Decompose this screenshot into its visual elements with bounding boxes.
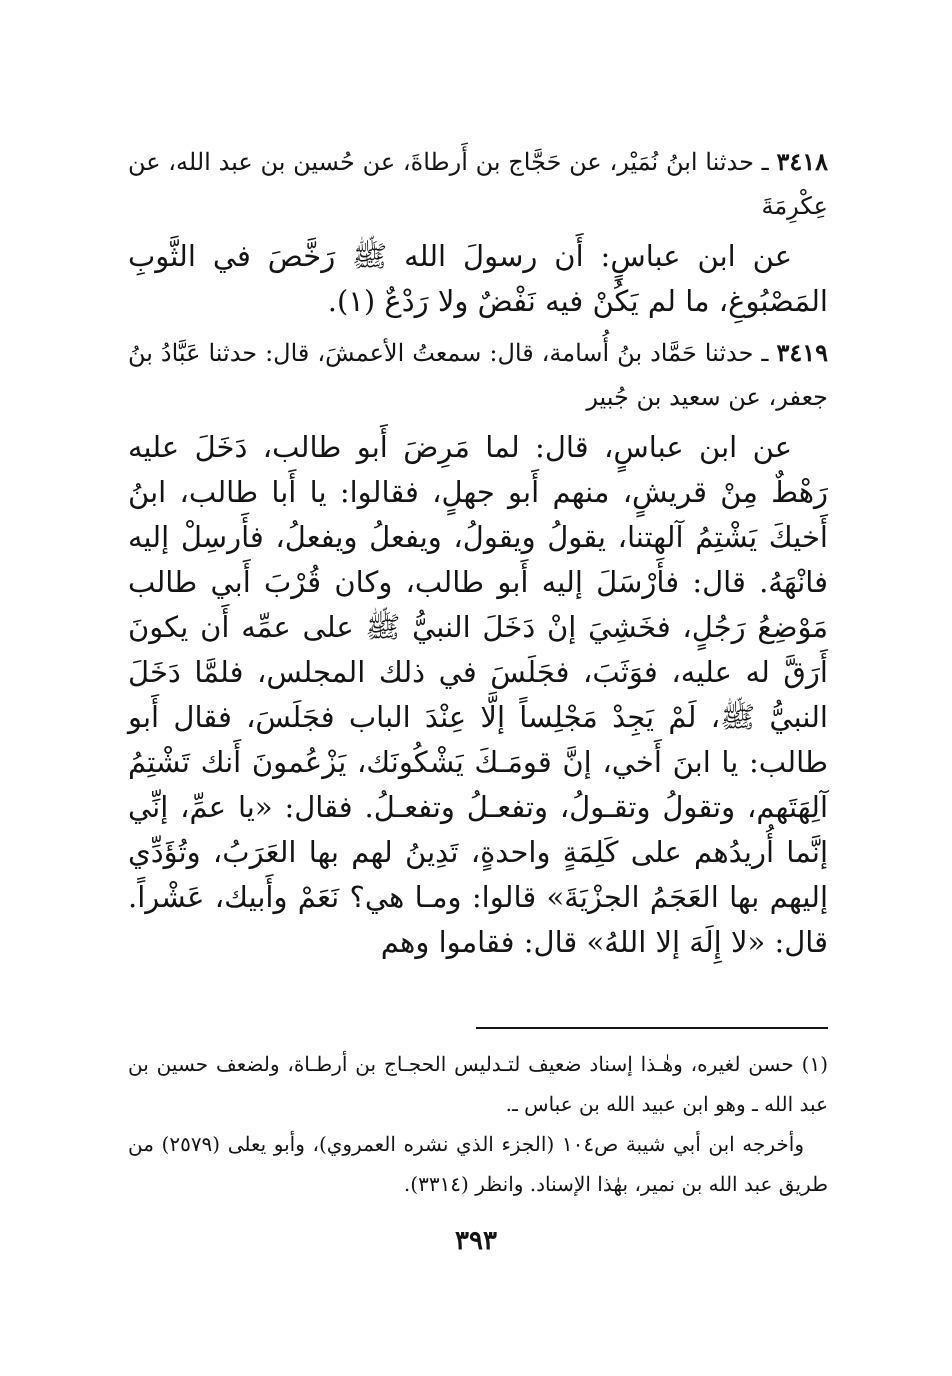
page-number: ٣٩٣ (455, 1226, 497, 1256)
hadith-number: ٣٤١٨ (776, 147, 828, 176)
hadith-3418-text: عن ابن عباسٍ: أَن رسولَ الله ﷺ رَخَّصَ في الثَّوبِ المَصْبُوغِ، ما لم يَكُنْ فيه نَفْضٌ ولا رَدْعٌ (١). (128, 239, 828, 318)
main-text (128, 140, 828, 973)
footnote-1-continued: وأخرجه ابن أبي شيبة ص١٠٤ (الجزء الذي نشره العمروي)، وأبو يعلى (٢٥٧٩) من طريق عبد الله بن نمير، بهٰذا الإسناد. وانظر (٣٣١٤). (128, 1132, 828, 1196)
isnad-text: ـ حدثنا ابنُ نُمَيْر، عن حَجَّاج بن أَرطاةَ، عن حُسين بن عبد الله، عن عِكْرِمَةَ (128, 148, 828, 220)
footnotes (128, 1044, 828, 1204)
hadith-3419-text: عن ابن عباسٍ، قال: لما مَرِضَ أَبو طالب، دَخَلَ عليه رَهْطٌ مِنْ قريشٍ، منهم أَبو جهلٍ، فقالوا: يا أَبا طالب، ابنُ أَخيكَ يَشْتِمُ آلهتنا، يقولُ ويقولُ، ويفعلُ ويفعلُ، فأَرسِلْ إليه فانْهَهُ. قال: فأَرْسَلَ إليه أَبو طالب، وكان قُرْبَ أَبي طالب مَوْضِعُ رَجُلٍ، فخَشِيَ إنْ دَخَلَ النبيُّ ﷺ على عمِّه أَن يكونَ أَرَقَّ له عليه، فوَثَبَ، فجَلَسَ في ذلك المجلس، فلمَّا دَخَلَ النبيُّ ﷺ، لَمْ يَجِدْ مَجْلِساً إلَّا عِنْدَ الباب فجَلَسَ، فقال أَبو طالب: يا ابنَ أَخي، إنَّ قومَـكَ يَشْكُونَك، يَزْعُمونَ أَنك تَشْتِمُ آلِهَتَهم، وتقولُ وتقـولُ، وتفعـلُ وتفعـلُ. فقال: «يا عمِّ، إنِّي إنَّما أُريدُهم على كَلِمَةٍ واحدةٍ، تَدِينُ لهم بها العَرَبُ، وتُؤَدِّي إليهم بها العَجَمُ الجزْيَةَ» قالوا: ومـا هي؟ نَعَمْ وأَبيك، عَشْراً. قال: «لا إِلَهَ إلا اللهُ» قال: فقاموا وهم (128, 430, 828, 959)
hadith-number: ٣٤١٩ (776, 338, 828, 367)
footnote-divider (476, 1027, 828, 1029)
hadith-3419-chain (128, 331, 828, 419)
footnote-1: (١) حسن لغيره، وهٰـذا إسناد ضعيف لتـدليس الحجـاج بن أرطـاة، ولضعف حسين بن عبد الله ـ وهو ابن عبيد الله بن عباس ـ. (128, 1052, 828, 1116)
isnad-text: ـ حدثنا حَمَّاد بنُ أُسامة، قال: سمعتُ الأعمشَ، قال: حدثنا عَبَّادُ بنُ جعفر، عن سعيد بن جُبير (128, 339, 828, 411)
hadith-3418-chain (128, 140, 828, 228)
